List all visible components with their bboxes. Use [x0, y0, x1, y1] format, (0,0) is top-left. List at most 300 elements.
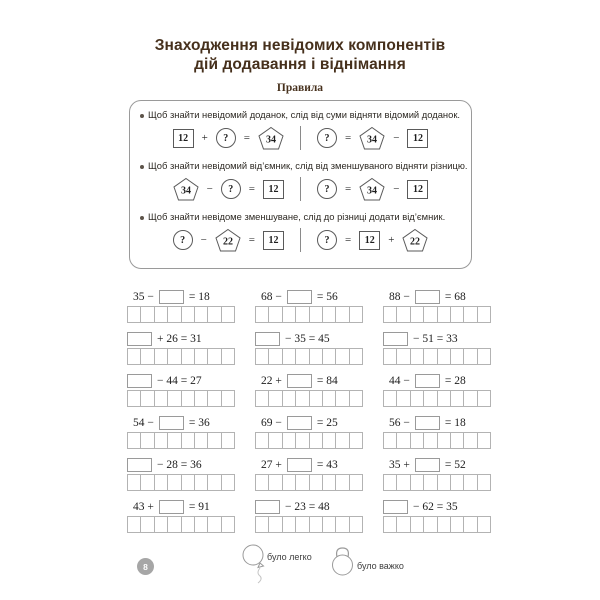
- square-shape: 12: [173, 129, 194, 148]
- exercise-item: [127, 499, 235, 533]
- exercise-item: [255, 499, 363, 533]
- pentagon-shape: [173, 177, 199, 201]
- grid-cell: [268, 516, 282, 533]
- exercise-equation: [383, 415, 491, 430]
- grid-cell: [221, 390, 235, 407]
- exercise-equation: [255, 499, 363, 514]
- grid-cell: [282, 348, 296, 365]
- grid-cell: [127, 516, 141, 533]
- exercise-item: [127, 289, 235, 323]
- rule-equation: [130, 126, 471, 150]
- exercise-equation: [127, 331, 235, 346]
- svg-text:34: 34: [180, 185, 191, 197]
- grid-cell: [423, 516, 437, 533]
- equation-right-part: − 35 = 45: [285, 332, 330, 345]
- grid-cell: [335, 306, 349, 323]
- equation-right-part: = 52: [444, 458, 466, 471]
- answer-box: [383, 500, 408, 514]
- square-shape: 12: [407, 180, 428, 199]
- exercise-item: [127, 373, 235, 407]
- grid-cell: [167, 516, 181, 533]
- grid-cell: [335, 348, 349, 365]
- exercise-item: [383, 373, 491, 407]
- working-grid: [255, 474, 363, 491]
- svg-text:34: 34: [367, 185, 378, 197]
- grid-cell: [295, 516, 309, 533]
- exercise-equation: [255, 331, 363, 346]
- grid-cell: [140, 432, 154, 449]
- balloon-icon: [240, 543, 268, 585]
- working-grid: [255, 348, 363, 365]
- grid-cell: [127, 432, 141, 449]
- answer-box: [383, 332, 408, 346]
- working-grid: [383, 306, 491, 323]
- grid-cell: [477, 348, 491, 365]
- grid-cell: [140, 474, 154, 491]
- circle-shape: ?: [317, 179, 337, 199]
- grid-cell: [167, 306, 181, 323]
- grid-cell: [450, 348, 464, 365]
- grid-cell: [437, 432, 451, 449]
- grid-cell: [154, 516, 168, 533]
- exercise-equation: [383, 373, 491, 388]
- grid-cell: [255, 432, 269, 449]
- answer-box: [287, 458, 312, 472]
- svg-text:34: 34: [266, 134, 276, 146]
- square-shape: 12: [263, 231, 284, 250]
- pentagon-shape: [402, 228, 428, 252]
- equation-left-part: 35 +: [389, 458, 410, 471]
- grid-cell: [140, 348, 154, 365]
- equation-right-part: = 28: [444, 374, 466, 387]
- grid-cell: [322, 390, 336, 407]
- grid-cell: [383, 474, 397, 491]
- grid-cell: [383, 348, 397, 365]
- grid-cell: [396, 432, 410, 449]
- working-grid: [255, 516, 363, 533]
- grid-cell: [154, 306, 168, 323]
- exercise-equation: [383, 331, 491, 346]
- working-grid: [127, 474, 235, 491]
- grid-cell: [309, 516, 323, 533]
- grid-cell: [309, 474, 323, 491]
- grid-cell: [450, 432, 464, 449]
- grid-cell: [221, 306, 235, 323]
- grid-cell: [309, 306, 323, 323]
- grid-cell: [207, 474, 221, 491]
- equation-right-part: − 51 = 33: [413, 332, 458, 345]
- grid-cell: [181, 432, 195, 449]
- working-grid: [255, 432, 363, 449]
- grid-cell: [268, 306, 282, 323]
- grid-cell: [410, 306, 424, 323]
- grid-cell: [181, 306, 195, 323]
- exercise-item: [255, 415, 363, 449]
- grid-cell: [221, 432, 235, 449]
- equation-left-part: 44 −: [389, 374, 410, 387]
- equation-left-part: 68 −: [261, 290, 282, 303]
- operator: =: [248, 183, 255, 195]
- grid-cell: [207, 348, 221, 365]
- working-grid: [383, 432, 491, 449]
- grid-cell: [335, 390, 349, 407]
- exercise-item: [255, 289, 363, 323]
- grid-cell: [437, 516, 451, 533]
- answer-box: [287, 290, 312, 304]
- grid-cell: [207, 306, 221, 323]
- grid-cell: [154, 432, 168, 449]
- grid-cell: [154, 474, 168, 491]
- grid-cell: [221, 516, 235, 533]
- answer-box: [159, 416, 184, 430]
- page-number-badge: 8: [137, 558, 154, 575]
- grid-cell: [255, 474, 269, 491]
- divider: [300, 177, 301, 201]
- exercise-equation: [383, 289, 491, 304]
- exercise-item: [383, 457, 491, 491]
- equation-left-part: 27 +: [261, 458, 282, 471]
- grid-cell: [282, 516, 296, 533]
- operator: =: [345, 234, 352, 246]
- grid-cell: [255, 390, 269, 407]
- exercise-equation: [127, 415, 235, 430]
- circle-shape: ?: [317, 128, 337, 148]
- grid-cell: [437, 390, 451, 407]
- grid-cell: [423, 474, 437, 491]
- answer-box: [255, 332, 280, 346]
- operator: =: [248, 234, 255, 246]
- exercise-item: [383, 289, 491, 323]
- grid-cell: [181, 390, 195, 407]
- rule-item: [130, 211, 471, 252]
- equation-right-part: − 62 = 35: [413, 500, 458, 513]
- equation-left-part: 88 −: [389, 290, 410, 303]
- answer-box: [415, 458, 440, 472]
- exercise-item: [127, 457, 235, 491]
- operator: =: [345, 132, 352, 144]
- operator: −: [200, 234, 207, 246]
- exercise-equation: [383, 457, 491, 472]
- grid-cell: [450, 516, 464, 533]
- grid-cell: [450, 306, 464, 323]
- exercise-item: [383, 331, 491, 365]
- grid-cell: [322, 474, 336, 491]
- rule-text-content: Щоб знайти невідомий від’ємник, слід від зменшуваного відняти різницю.: [148, 160, 468, 171]
- grid-cell: [268, 474, 282, 491]
- working-grid: [383, 390, 491, 407]
- rules-box: [129, 100, 472, 269]
- grid-cell: [463, 348, 477, 365]
- grid-cell: [463, 432, 477, 449]
- grid-cell: [463, 474, 477, 491]
- working-grid: [383, 474, 491, 491]
- grid-cell: [221, 348, 235, 365]
- working-grid: [127, 306, 235, 323]
- grid-cell: [349, 390, 363, 407]
- working-grid: [127, 432, 235, 449]
- equation-right-part: = 84: [316, 374, 338, 387]
- grid-cell: [463, 390, 477, 407]
- grid-cell: [268, 348, 282, 365]
- grid-cell: [255, 306, 269, 323]
- grid-cell: [268, 432, 282, 449]
- svg-text:34: 34: [367, 134, 378, 146]
- grid-cell: [127, 348, 141, 365]
- exercise-item: [255, 457, 363, 491]
- grid-cell: [437, 306, 451, 323]
- grid-cell: [207, 390, 221, 407]
- equation-right-part: = 18: [444, 416, 466, 429]
- answer-box: [415, 374, 440, 388]
- grid-cell: [154, 390, 168, 407]
- grid-cell: [410, 348, 424, 365]
- exercise-equation: [383, 499, 491, 514]
- exercise-item: [255, 373, 363, 407]
- grid-cell: [194, 474, 208, 491]
- grid-cell: [309, 348, 323, 365]
- grid-cell: [295, 432, 309, 449]
- grid-cell: [477, 474, 491, 491]
- grid-cell: [282, 474, 296, 491]
- rule-text: [140, 211, 463, 222]
- grid-cell: [167, 390, 181, 407]
- grid-cell: [194, 306, 208, 323]
- equation-right-part: = 68: [444, 290, 466, 303]
- grid-cell: [295, 348, 309, 365]
- square-shape: 12: [407, 129, 428, 148]
- grid-cell: [309, 432, 323, 449]
- equation-right-part: − 28 = 36: [157, 458, 202, 471]
- grid-cell: [423, 432, 437, 449]
- bullet-icon: [140, 165, 144, 169]
- grid-cell: [423, 348, 437, 365]
- equation-left-part: 35 −: [133, 290, 154, 303]
- grid-cell: [423, 390, 437, 407]
- grid-cell: [207, 432, 221, 449]
- working-grid: [127, 516, 235, 533]
- equation-right-part: = 43: [316, 458, 338, 471]
- exercise-equation: [255, 415, 363, 430]
- equation-right-part: = 18: [188, 290, 210, 303]
- grid-cell: [221, 474, 235, 491]
- grid-cell: [181, 474, 195, 491]
- grid-cell: [181, 348, 195, 365]
- grid-cell: [154, 348, 168, 365]
- answer-box: [255, 500, 280, 514]
- svg-text:22: 22: [410, 236, 421, 248]
- exercise-equation: [127, 499, 235, 514]
- rule-text: [140, 109, 463, 120]
- page-title: [0, 36, 600, 74]
- divider: [300, 126, 301, 150]
- equation-left-part: 22 +: [261, 374, 282, 387]
- exercise-item: [127, 415, 235, 449]
- equation-right-part: = 91: [188, 500, 210, 513]
- grid-cell: [396, 306, 410, 323]
- grid-cell: [396, 348, 410, 365]
- grid-cell: [349, 306, 363, 323]
- pentagon-shape: [359, 126, 385, 150]
- grid-cell: [255, 348, 269, 365]
- grid-cell: [383, 516, 397, 533]
- grid-cell: [349, 348, 363, 365]
- grid-cell: [477, 306, 491, 323]
- exercise-equation: [127, 373, 235, 388]
- grid-cell: [410, 516, 424, 533]
- grid-cell: [322, 516, 336, 533]
- operator: =: [243, 132, 250, 144]
- grid-cell: [268, 390, 282, 407]
- grid-cell: [335, 474, 349, 491]
- grid-cell: [127, 390, 141, 407]
- grid-cell: [295, 306, 309, 323]
- rule-item: [130, 160, 471, 201]
- circle-shape: ?: [221, 179, 241, 199]
- answer-box: [159, 290, 184, 304]
- exercise-equation: [255, 289, 363, 304]
- grid-cell: [396, 390, 410, 407]
- grid-cell: [410, 432, 424, 449]
- grid-cell: [349, 432, 363, 449]
- equation-left-part: 69 −: [261, 416, 282, 429]
- grid-cell: [383, 390, 397, 407]
- grid-cell: [383, 306, 397, 323]
- working-grid: [255, 390, 363, 407]
- rule-text-content: Щоб знайти невідомий доданок, слід від суми відняти відомий доданок.: [148, 109, 461, 120]
- grid-cell: [140, 516, 154, 533]
- grid-cell: [181, 516, 195, 533]
- square-shape: 12: [359, 231, 380, 250]
- grid-cell: [255, 516, 269, 533]
- rule-equation: [130, 228, 471, 252]
- grid-cell: [450, 474, 464, 491]
- grid-cell: [140, 390, 154, 407]
- operator: −: [206, 183, 213, 195]
- working-grid: [127, 348, 235, 365]
- exercise-equation: [127, 289, 235, 304]
- operator: =: [345, 183, 352, 195]
- easy-label: було легко: [267, 552, 312, 562]
- grid-cell: [477, 432, 491, 449]
- working-grid: [383, 516, 491, 533]
- grid-cell: [410, 390, 424, 407]
- hard-label: було важко: [357, 561, 404, 571]
- grid-cell: [194, 390, 208, 407]
- page-title-line2: дій додавання і віднімання: [194, 56, 406, 73]
- equation-left-part: 54 −: [133, 416, 154, 429]
- grid-cell: [322, 432, 336, 449]
- grid-cell: [463, 516, 477, 533]
- answer-box: [287, 374, 312, 388]
- rule-text: [140, 160, 468, 171]
- grid-cell: [437, 474, 451, 491]
- operator: −: [393, 132, 400, 144]
- pentagon-shape: [215, 228, 241, 252]
- grid-cell: [349, 474, 363, 491]
- grid-cell: [194, 432, 208, 449]
- grid-cell: [477, 390, 491, 407]
- working-grid: [255, 306, 363, 323]
- grid-cell: [207, 516, 221, 533]
- equation-right-part: − 44 = 27: [157, 374, 202, 387]
- answer-box: [415, 290, 440, 304]
- grid-cell: [322, 348, 336, 365]
- grid-cell: [140, 306, 154, 323]
- grid-cell: [450, 390, 464, 407]
- grid-cell: [194, 348, 208, 365]
- grid-cell: [335, 432, 349, 449]
- grid-cell: [322, 306, 336, 323]
- divider: [300, 228, 301, 252]
- kettlebell-icon: [329, 544, 357, 580]
- grid-cell: [396, 516, 410, 533]
- grid-cell: [295, 474, 309, 491]
- grid-cell: [127, 306, 141, 323]
- grid-cell: [282, 306, 296, 323]
- equation-right-part: = 25: [316, 416, 338, 429]
- grid-cell: [167, 432, 181, 449]
- grid-cell: [309, 390, 323, 407]
- grid-cell: [167, 474, 181, 491]
- exercise-equation: [255, 457, 363, 472]
- pentagon-shape: [258, 126, 284, 150]
- operator: +: [388, 234, 395, 246]
- grid-cell: [383, 432, 397, 449]
- grid-cell: [194, 516, 208, 533]
- equation-right-part: = 36: [188, 416, 210, 429]
- svg-text:22: 22: [222, 236, 233, 248]
- grid-cell: [410, 474, 424, 491]
- operator: +: [201, 132, 208, 144]
- operator: −: [393, 183, 400, 195]
- bullet-icon: [140, 114, 144, 118]
- grid-cell: [127, 474, 141, 491]
- grid-cell: [423, 306, 437, 323]
- answer-box: [287, 416, 312, 430]
- rule-item: [130, 109, 471, 150]
- circle-shape: ?: [317, 230, 337, 250]
- grid-cell: [396, 474, 410, 491]
- working-grid: [127, 390, 235, 407]
- exercise-item: [127, 331, 235, 365]
- grid-cell: [295, 390, 309, 407]
- grid-cell: [282, 432, 296, 449]
- grid-cell: [463, 306, 477, 323]
- working-grid: [383, 348, 491, 365]
- grid-cell: [437, 348, 451, 365]
- answer-box: [159, 500, 184, 514]
- grid-cell: [349, 516, 363, 533]
- exercise-equation: [255, 373, 363, 388]
- answer-box: [415, 416, 440, 430]
- exercise-grid: [127, 289, 491, 533]
- equation-left-part: 43 +: [133, 500, 154, 513]
- pentagon-shape: [359, 177, 385, 201]
- page-title-line1: Знаходження невідомих компонентів: [154, 37, 446, 54]
- square-shape: 12: [263, 180, 284, 199]
- answer-box: [127, 458, 152, 472]
- circle-shape: ?: [216, 128, 236, 148]
- equation-right-part: − 23 = 48: [285, 500, 330, 513]
- rules-heading: Правила: [276, 82, 324, 94]
- rule-text-content: Щоб знайти невідоме зменшуване, слід до різниці додати від’ємник.: [148, 211, 446, 222]
- exercise-item: [255, 331, 363, 365]
- grid-cell: [335, 516, 349, 533]
- grid-cell: [167, 348, 181, 365]
- exercise-item: [383, 499, 491, 533]
- exercise-item: [383, 415, 491, 449]
- grid-cell: [282, 390, 296, 407]
